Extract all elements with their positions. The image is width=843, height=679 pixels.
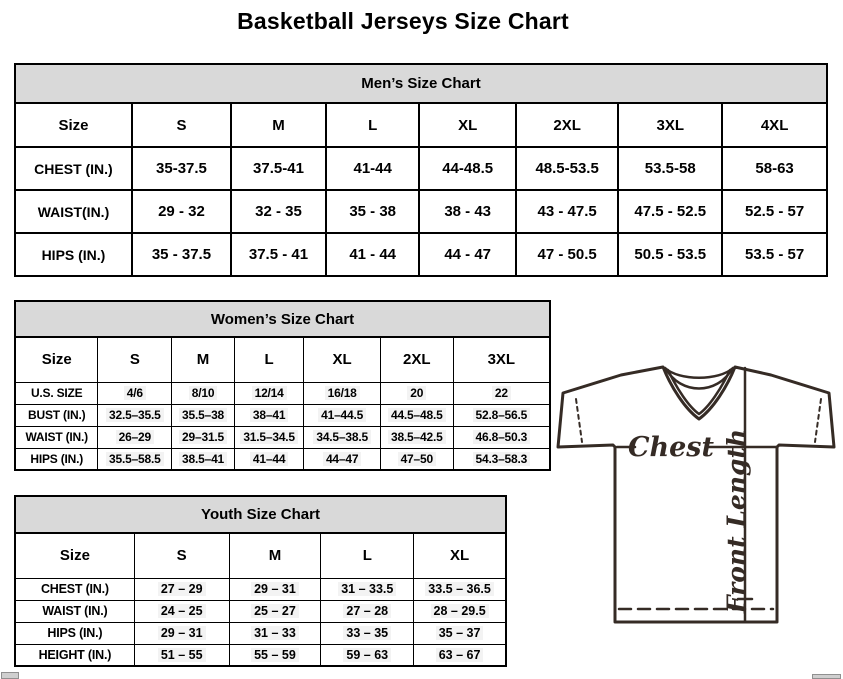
table-row [15,190,827,233]
cell-value: 8/10 [172,382,235,404]
cell-value: 35-37.5 [132,147,231,190]
size-column-header: 2XL [380,337,453,382]
size-column-header: XL [414,533,506,578]
table-row [15,426,550,448]
size-header: Size [15,103,132,147]
row-label: HIPS (IN.) [15,622,134,644]
size-column-header: L [321,533,414,578]
cell-value: 47 - 50.5 [516,233,618,276]
row-label: CHEST (IN.) [15,578,134,600]
cell-value: 29 – 31 [134,622,229,644]
size-column-header: M [229,533,321,578]
size-column-header: 3XL [453,337,550,382]
cell-value: 38–41 [234,404,304,426]
size-column-header: XL [304,337,381,382]
size-column-header: 2XL [516,103,618,147]
youth-table-caption: Youth Size Chart [15,496,506,533]
cell-value: 25 – 27 [229,600,321,622]
cell-value: 41–44.5 [304,404,381,426]
size-column-header: 3XL [618,103,722,147]
size-column-header: M [231,103,326,147]
size-column-header: S [132,103,231,147]
cell-value: 37.5 - 41 [231,233,326,276]
cell-value: 33 – 35 [321,622,414,644]
size-column-header: S [98,337,172,382]
cell-value: 35.5–58.5 [98,448,172,470]
jersey-diagram [555,358,843,679]
table-row [15,404,550,426]
size-column-header: L [234,337,304,382]
cell-value: 35 - 37.5 [132,233,231,276]
cell-value: 54.3–58.3 [453,448,550,470]
cell-value: 32.5–35.5 [98,404,172,426]
cell-value: 44–47 [304,448,381,470]
cell-value: 53.5-58 [618,147,722,190]
collar-rib-1 [665,368,733,378]
cell-value: 44-48.5 [419,147,516,190]
cell-value: 44 - 47 [419,233,516,276]
cell-value: 37.5-41 [231,147,326,190]
cell-value: 32 - 35 [231,190,326,233]
row-label: WAIST (IN.) [15,600,134,622]
cell-value: 31.5–34.5 [234,426,304,448]
cell-value: 29 – 31 [229,578,321,600]
cell-value: 4/6 [98,382,172,404]
cell-value: 29–31.5 [172,426,235,448]
row-label: WAIST (IN.) [15,426,98,448]
cell-value: 44.5–48.5 [380,404,453,426]
cell-value: 52.5 - 57 [722,190,827,233]
row-label: HEIGHT (IN.) [15,644,134,666]
cell-value: 38.5–41 [172,448,235,470]
size-header: Size [15,337,98,382]
womens-size-table [14,300,551,471]
page-title: Basketball Jerseys Size Chart [237,8,569,34]
mens-table-caption: Men’s Size Chart [15,64,827,103]
cell-value: 47.5 - 52.5 [618,190,722,233]
row-label: HIPS (IN.) [15,233,132,276]
table-row [15,622,506,644]
cell-value: 41-44 [326,147,419,190]
cell-value: 35 – 37 [414,622,506,644]
cell-value: 38.5–42.5 [380,426,453,448]
chest-label: Chest [628,432,714,463]
cell-value: 22 [453,382,550,404]
cell-value: 28 – 29.5 [414,600,506,622]
womens-table-caption: Women’s Size Chart [15,301,550,337]
jersey-outline [558,367,834,622]
cell-value: 16/18 [304,382,381,404]
cropped-element-left [1,672,19,679]
cell-value: 27 – 29 [134,578,229,600]
cell-value: 41 - 44 [326,233,419,276]
cell-value: 55 – 59 [229,644,321,666]
table-row [15,233,827,276]
cell-value: 20 [380,382,453,404]
row-label: BUST (IN.) [15,404,98,426]
table-row [15,644,506,666]
cell-value: 58-63 [722,147,827,190]
size-header: Size [15,533,134,578]
size-column-header: 4XL [722,103,827,147]
row-label: CHEST (IN.) [15,147,132,190]
row-label: WAIST(IN.) [15,190,132,233]
cell-value: 50.5 - 53.5 [618,233,722,276]
cell-value: 33.5 – 36.5 [414,578,506,600]
cell-value: 38 - 43 [419,190,516,233]
table-row [15,147,827,190]
cell-value: 52.8–56.5 [453,404,550,426]
cell-value: 34.5–38.5 [304,426,381,448]
size-column-header: XL [419,103,516,147]
cell-value: 26–29 [98,426,172,448]
size-column-header: M [172,337,235,382]
table-row [15,600,506,622]
cell-value: 47–50 [380,448,453,470]
row-label: U.S. SIZE [15,382,98,404]
cropped-element-right [812,674,841,679]
front-length-label: Front Length [722,428,751,614]
cell-value: 48.5-53.5 [516,147,618,190]
cell-value: 53.5 - 57 [722,233,827,276]
cell-value: 46.8–50.3 [453,426,550,448]
cell-value: 35 - 38 [326,190,419,233]
table-row [15,448,550,470]
cell-value: 63 – 67 [414,644,506,666]
table-row [15,382,550,404]
size-column-header: S [134,533,229,578]
size-column-header: L [326,103,419,147]
cell-value: 24 – 25 [134,600,229,622]
cell-value: 12/14 [234,382,304,404]
right-cuff-dashed-line [815,399,821,442]
cell-value: 35.5–38 [172,404,235,426]
cell-value: 59 – 63 [321,644,414,666]
table-row [15,578,506,600]
cell-value: 29 - 32 [132,190,231,233]
cell-value: 51 – 55 [134,644,229,666]
row-label: HIPS (IN.) [15,448,98,470]
cell-value: 41–44 [234,448,304,470]
cell-value: 43 - 47.5 [516,190,618,233]
cell-value: 31 – 33.5 [321,578,414,600]
cell-value: 31 – 33 [229,622,321,644]
mens-size-table [14,63,828,277]
youth-size-table [14,495,507,667]
left-cuff-dashed-line [576,399,582,442]
cell-value: 27 – 28 [321,600,414,622]
